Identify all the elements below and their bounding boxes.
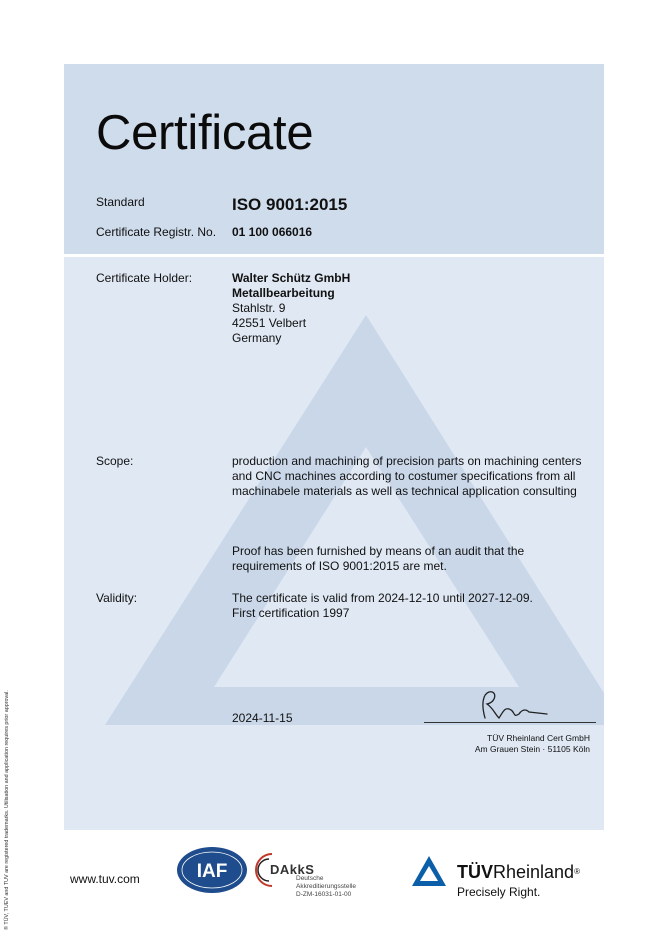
holder-name: Walter Schütz GmbH bbox=[232, 271, 351, 285]
standard-label: Standard bbox=[96, 195, 145, 209]
validity-label: Validity: bbox=[96, 591, 138, 605]
signature bbox=[475, 688, 555, 724]
dakks-name: DAkkS bbox=[270, 862, 315, 877]
iaf-logo-icon bbox=[176, 846, 248, 894]
issue-date: 2024-11-15 bbox=[232, 711, 293, 725]
scope-line1: production and machining of precision parts on machining centers bbox=[232, 454, 582, 468]
tuv-brand-bold: TÜV bbox=[457, 862, 493, 882]
holder-city: 42551 Velbert bbox=[232, 316, 307, 330]
tuv-triangle-logo-icon bbox=[410, 854, 448, 888]
validity-line1: The certificate is valid from 2024-12-10 until 2027-12-09. bbox=[232, 591, 533, 605]
holder-label: Certificate Holder: bbox=[96, 271, 193, 285]
page-title: Certificate bbox=[96, 106, 314, 160]
scope-line2: and CNC machines according to costumer specifications from all bbox=[232, 469, 576, 483]
registration-value: 01 100 066016 bbox=[232, 225, 313, 239]
scope-label: Scope: bbox=[96, 454, 134, 468]
dakks-line2: Akkreditierungsstelle bbox=[296, 883, 356, 890]
trademark-note: ® TÜV, TUEV and TUV are registered trademarks. Utilisation and application requires prior approval. bbox=[4, 690, 10, 930]
tuv-brand bbox=[457, 861, 580, 883]
scope-line3: machinabele materials as well as technical application consulting bbox=[232, 484, 577, 498]
iaf-logo-text: IAF bbox=[196, 861, 228, 882]
holder-name-line2: Metallbearbeitung bbox=[232, 286, 335, 300]
dakks-line1: Deutsche bbox=[296, 875, 324, 882]
dakks-line3: D-ZM-16031-01-00 bbox=[296, 891, 352, 898]
validity-line2: First certification 1997 bbox=[232, 606, 350, 620]
website-link[interactable]: www.tuv.com bbox=[70, 872, 140, 886]
proof-line2: requirements of ISO 9001:2015 are met. bbox=[232, 559, 447, 573]
holder-country: Germany bbox=[232, 331, 282, 345]
dakks-details bbox=[296, 875, 356, 899]
registered-mark: ® bbox=[574, 867, 580, 876]
tuv-brand-rest: Rheinland bbox=[493, 862, 575, 882]
tuv-slogan: Precisely Right. bbox=[457, 885, 541, 899]
signature-line bbox=[424, 722, 596, 723]
proof-line1: Proof has been furnished by means of an audit that the bbox=[232, 544, 525, 558]
holder-street: Stahlstr. 9 bbox=[232, 301, 286, 315]
standard-value: ISO 9001:2015 bbox=[232, 195, 348, 214]
certifier-name: TÜV Rheinland Cert GmbH bbox=[487, 733, 590, 743]
registration-label: Certificate Registr. No. bbox=[96, 225, 217, 239]
certifier-address: Am Grauen Stein · 51105 Köln bbox=[474, 744, 590, 754]
